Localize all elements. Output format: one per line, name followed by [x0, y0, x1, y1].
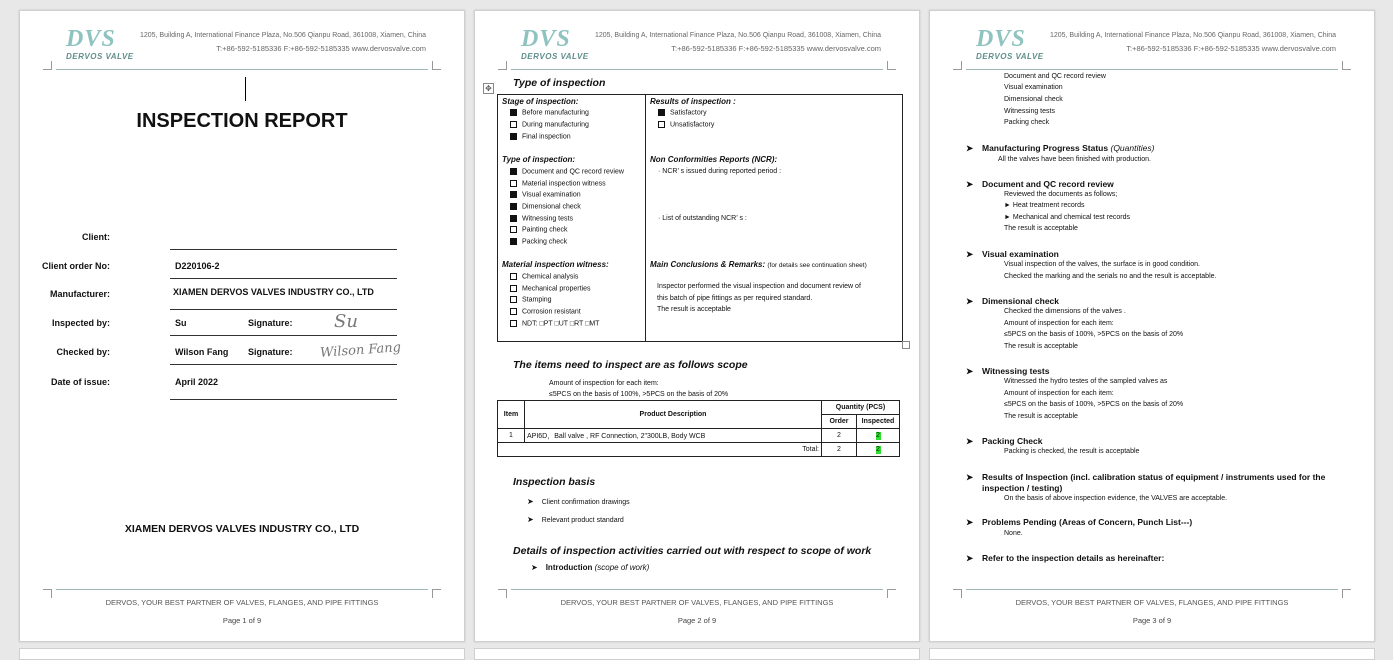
- table-resize-handle[interactable]: [902, 341, 910, 349]
- basis-item: ➤ Relevant product standard: [527, 515, 624, 524]
- header-contact: T:+86-592-5185336 F:+86-592-5185335 www.dervosvalve.com: [1126, 44, 1336, 53]
- logo-mark: DVS: [66, 26, 116, 52]
- document-page-5-top: [474, 648, 920, 660]
- cell-total-inspected: [857, 443, 900, 457]
- arrow-bullet-icon: ➤: [527, 497, 534, 506]
- basis-item: ➤ Client confirmation drawings: [527, 497, 630, 506]
- company-logo: [66, 27, 136, 63]
- section-line: ► Heat treatment records: [1004, 202, 1085, 209]
- section-refer-details: ➤ Refer to the inspection details as hereinafter:: [966, 553, 1165, 563]
- section-line: None.: [1004, 530, 1023, 537]
- field-manufacturer[interactable]: [49, 287, 400, 313]
- ncr-item: · NCR’ s issued during reported period :: [658, 168, 782, 175]
- table-move-handle-icon[interactable]: ✥: [483, 83, 494, 94]
- arrow-bullet-icon: ➤: [531, 563, 538, 572]
- cell-item: 1: [498, 429, 525, 443]
- material-option[interactable]: Mechanical properties: [510, 285, 590, 292]
- signature-label: Signature:: [248, 347, 293, 357]
- checkbox-checked-icon: [510, 191, 517, 198]
- signature-image-su: Su: [334, 311, 358, 332]
- type-option[interactable]: Visual examination: [510, 191, 581, 198]
- company-logo: [521, 27, 591, 63]
- section-title-basis: Inspection basis: [513, 476, 596, 488]
- header-rule: [511, 69, 883, 70]
- col-header-item: Item: [498, 401, 525, 429]
- section-manufacturing-progress: ➤ Manufacturing Progress Status (Quantities): [966, 143, 1155, 153]
- checkbox-empty-icon: [510, 273, 517, 280]
- section-line: Packing is checked, the result is acceptable: [1004, 448, 1140, 455]
- checkbox-checked-icon: [510, 215, 517, 222]
- signature-image-wilson-fang: Wilson Fang: [319, 340, 402, 361]
- checkbox-empty-icon: [510, 285, 517, 292]
- section-problems-pending: ➤ Problems Pending (Areas of Concern, Punch List---): [966, 517, 1193, 527]
- scope-line: ≤5PCS on the basis of 100%, >5PCS on the basis of 20%: [549, 391, 729, 398]
- section-line: Visual inspection of the valves, the surface is in good condition.: [1004, 261, 1200, 268]
- col-header-description: Product Description: [525, 401, 822, 429]
- footer-tagline: DERVOS, YOUR BEST PARTNER OF VALVES, FLANGES, AND PIPE FITTINGS: [105, 598, 379, 607]
- section-dimensional-check: ➤ Dimensional check: [966, 296, 1060, 306]
- header-contact: T:+86-592-5185336 F:+86-592-5185335 www.dervosvalve.com: [216, 44, 426, 53]
- stage-title: Stage of inspection:: [502, 97, 579, 106]
- header-contact: T:+86-592-5185336 F:+86-592-5185335 www.dervosvalve.com: [671, 44, 881, 53]
- inspection-summary-table: [497, 94, 903, 342]
- field-underline: [170, 309, 397, 310]
- footer-rule: [511, 589, 883, 590]
- margin-corner: [498, 61, 507, 70]
- ncr-title: Non Conformities Reports (NCR):: [650, 155, 778, 164]
- arrow-bullet-icon: ➤: [966, 366, 974, 376]
- arrow-bullet-icon: ➤: [966, 249, 974, 259]
- results-option[interactable]: Satisfactory: [658, 109, 707, 116]
- document-page-1: [19, 10, 465, 642]
- results-option[interactable]: Unsatisfactory: [658, 121, 714, 128]
- col-header-quantity: Quantity (PCS): [822, 401, 900, 415]
- field-label: Client:: [82, 232, 110, 242]
- conclusions-text: this batch of pipe fittings as per required standard.: [657, 295, 813, 302]
- type-option[interactable]: Material inspection witness: [510, 180, 606, 187]
- header-rule: [56, 69, 428, 70]
- cell-description: API6D，Ball valve , RF Connection, 2"300LB, Body WCB: [525, 429, 822, 443]
- margin-corner: [43, 61, 52, 70]
- conclusions-text: The result is acceptable: [657, 306, 731, 313]
- section-title-details: Details of inspection activities carried out with respect to scope of work: [513, 545, 872, 557]
- field-label: Checked by:: [56, 347, 110, 357]
- scope-line: Amount of inspection for each item:: [549, 380, 659, 387]
- margin-corner: [498, 589, 507, 598]
- page-number: Page 2 of 9: [677, 616, 717, 625]
- checkbox-checked-icon: [510, 203, 517, 210]
- field-underline: [170, 364, 397, 365]
- cell-inspected: [857, 429, 900, 443]
- field-value: D220106-2: [175, 261, 220, 271]
- margin-corner: [1342, 61, 1351, 70]
- field-client[interactable]: [80, 232, 400, 258]
- logo-mark: DVS: [521, 26, 571, 52]
- section-line: The result is acceptable: [1004, 343, 1078, 350]
- type-option[interactable]: Dimensional check: [510, 203, 581, 210]
- company-logo: [976, 27, 1046, 63]
- table-total-row[interactable]: [498, 443, 900, 457]
- checkbox-checked-icon: [510, 168, 517, 175]
- arrow-bullet-icon: ➤: [966, 179, 974, 189]
- section-results-of-inspection: ➤ Results of Inspection (incl. calibration status of equipment / instruments used for the inspection / testing): [966, 472, 1326, 493]
- field-date-of-issue[interactable]: [50, 377, 400, 403]
- section-line: ≤5PCS on the basis of 100%, >5PCS on the basis of 20%: [1004, 331, 1184, 338]
- type-option[interactable]: Packing check: [510, 238, 567, 245]
- list-item: Document and QC record review: [1004, 73, 1106, 80]
- ncr-item: · List of outstanding NCR’ s :: [658, 215, 747, 222]
- highlighted-value: 2: [876, 431, 880, 439]
- logo-name: DERVOS VALVE: [521, 52, 589, 61]
- type-option[interactable]: Painting check: [510, 226, 568, 233]
- stage-option[interactable]: During manufacturing: [510, 121, 589, 128]
- margin-corner: [887, 589, 896, 598]
- field-label: Manufacturer:: [49, 289, 110, 299]
- field-label: Inspected by:: [51, 318, 110, 328]
- section-title-scope: The items need to inspect are as follows scope: [513, 359, 748, 371]
- field-value: XIAMEN DERVOS VALVES INDUSTRY CO., LTD: [173, 287, 374, 297]
- page-number: Page 1 of 9: [222, 616, 262, 625]
- material-option[interactable]: Stamping: [510, 296, 552, 303]
- material-option[interactable]: NDT: □PT □UT □RT □MT: [510, 320, 599, 327]
- checkbox-checked-icon: [510, 109, 517, 116]
- stage-option[interactable]: Before manufacturing: [510, 109, 589, 116]
- material-option[interactable]: Corrosion resistant: [510, 308, 581, 315]
- margin-corner: [1342, 589, 1351, 598]
- header-address: 1205, Building A, International Finance Plaza, No.506 Qianpu Road, 361008, Xiamen, China: [594, 32, 881, 39]
- checkbox-checked-icon: [658, 109, 665, 116]
- checkbox-empty-icon: [510, 121, 517, 128]
- section-line: Witnessed the hydro testes of the sampled valves as: [1004, 378, 1168, 385]
- document-page-2: [474, 10, 920, 642]
- footer-tagline: DERVOS, YOUR BEST PARTNER OF VALVES, FLANGES, AND PIPE FITTINGS: [560, 598, 834, 607]
- section-visual-examination: ➤ Visual examination: [966, 249, 1059, 259]
- checkbox-empty-icon: [510, 180, 517, 187]
- type-title: Type of inspection:: [502, 155, 576, 164]
- field-value: April 2022: [175, 377, 219, 387]
- section-line: Checked the dimensions of the valves .: [1004, 308, 1126, 315]
- list-item: Packing check: [1004, 119, 1050, 126]
- list-item: Witnessing tests: [1004, 108, 1055, 115]
- arrow-bullet-icon: ➤: [966, 436, 974, 446]
- col-header-inspected: Inspected: [857, 415, 900, 429]
- logo-name: DERVOS VALVE: [976, 52, 1044, 61]
- page-number: Page 3 of 9: [1132, 616, 1172, 625]
- arrow-bullet-icon: ➤: [527, 515, 534, 524]
- arrow-bullet-icon: ➤: [966, 553, 974, 563]
- section-line: Amount of inspection for each item:: [1004, 320, 1114, 327]
- company-name: XIAMEN DERVOS VALVES INDUSTRY CO., LTD: [124, 523, 360, 535]
- cell-total-label: Total:: [498, 443, 822, 457]
- header-address: 1205, Building A, International Finance Plaza, No.506 Qianpu Road, 361008, Xiamen, China: [139, 32, 426, 39]
- checkbox-empty-icon: [510, 226, 517, 233]
- signature-label: Signature:: [248, 318, 293, 328]
- section-witnessing-tests: ➤ Witnessing tests: [966, 366, 1050, 376]
- highlighted-value: 2: [876, 445, 880, 453]
- column-divider: [645, 95, 646, 341]
- margin-corner: [953, 61, 962, 70]
- field-value: Su: [175, 318, 187, 328]
- field-underline: [170, 399, 397, 400]
- margin-corner: [887, 61, 896, 70]
- section-document-review: ➤ Document and QC record review: [966, 179, 1114, 189]
- header-address: 1205, Building A, International Finance Plaza, No.506 Qianpu Road, 361008, Xiamen, China: [1049, 32, 1336, 39]
- field-client-order-no[interactable]: [41, 261, 400, 287]
- material-option[interactable]: Chemical analysis: [510, 273, 578, 280]
- list-item: Dimensional check: [1004, 96, 1063, 103]
- intro-item: ➤ Introduction (scope of work): [531, 563, 650, 572]
- field-underline: [170, 249, 397, 250]
- field-label: Date of issue:: [50, 377, 110, 387]
- results-title: Results of inspection :: [650, 97, 736, 106]
- type-option[interactable]: Document and QC record review: [510, 168, 624, 175]
- section-line: Reviewed the documents as follows;: [1004, 191, 1118, 198]
- document-page-3: [929, 10, 1375, 642]
- list-item: Visual examination: [1004, 84, 1063, 91]
- cell-order: 2: [822, 429, 857, 443]
- section-line: Amount of inspection for each item:: [1004, 390, 1114, 397]
- items-table: [497, 400, 900, 457]
- section-line: The result is acceptable: [1004, 225, 1078, 232]
- col-header-order: Order: [822, 415, 857, 429]
- field-value: Wilson Fang: [175, 347, 229, 357]
- header-rule: [966, 69, 1338, 70]
- field-underline: [170, 335, 397, 336]
- document-page-4-top: [19, 648, 465, 660]
- material-title: Material inspection witness:: [502, 260, 609, 269]
- margin-corner: [43, 589, 52, 598]
- table-row[interactable]: [498, 429, 900, 443]
- section-line: On the basis of above inspection evidence, the VALVES are acceptable.: [1004, 495, 1228, 502]
- section-line: Checked the marking and the serials no and the result is acceptable.: [1004, 273, 1217, 280]
- checkbox-checked-icon: [510, 238, 517, 245]
- arrow-bullet-icon: ➤: [966, 472, 974, 482]
- section-line: All the valves have been finished with production.: [998, 156, 1151, 163]
- section-line: The result is acceptable: [1004, 413, 1078, 420]
- section-line: ≤5PCS on the basis of 100%, >5PCS on the basis of 20%: [1004, 401, 1184, 408]
- checkbox-empty-icon: [510, 308, 517, 315]
- checkbox-empty-icon: [510, 320, 517, 327]
- cell-total-order: 2: [822, 443, 857, 457]
- margin-corner: [953, 589, 962, 598]
- footer-rule: [56, 589, 428, 590]
- footer-tagline: DERVOS, YOUR BEST PARTNER OF VALVES, FLANGES, AND PIPE FITTINGS: [1015, 598, 1289, 607]
- conclusions-note: (for details see continuation sheet): [767, 262, 867, 269]
- arrow-bullet-icon: ➤: [966, 143, 974, 153]
- section-line: ► Mechanical and chemical test records: [1004, 214, 1130, 221]
- arrow-bullet-icon: ➤: [966, 296, 974, 306]
- footer-rule: [966, 589, 1338, 590]
- conclusions-text: Inspector performed the visual inspection and document review of: [657, 283, 861, 290]
- section-title-type-of-inspection: Type of inspection: [513, 77, 606, 89]
- checkbox-checked-icon: [510, 133, 517, 140]
- stage-option[interactable]: Final inspection: [510, 133, 571, 140]
- arrow-bullet-icon: ➤: [966, 517, 974, 527]
- document-page-6-top: [929, 648, 1375, 660]
- logo-mark: DVS: [976, 26, 1026, 52]
- section-packing-check: ➤ Packing Check: [966, 436, 1043, 446]
- conclusions-title: Main Conclusions & Remarks: (for details see continuation sheet): [650, 260, 867, 269]
- checkbox-empty-icon: [510, 296, 517, 303]
- type-option[interactable]: Witnessing tests: [510, 215, 573, 222]
- field-label: Client order No:: [41, 261, 110, 271]
- checkbox-empty-icon: [658, 121, 665, 128]
- margin-corner: [432, 589, 441, 598]
- field-underline: [170, 278, 397, 279]
- logo-name: DERVOS VALVE: [66, 52, 134, 61]
- report-title[interactable]: INSPECTION REPORT: [136, 110, 348, 132]
- text-cursor: [245, 77, 246, 101]
- margin-corner: [432, 61, 441, 70]
